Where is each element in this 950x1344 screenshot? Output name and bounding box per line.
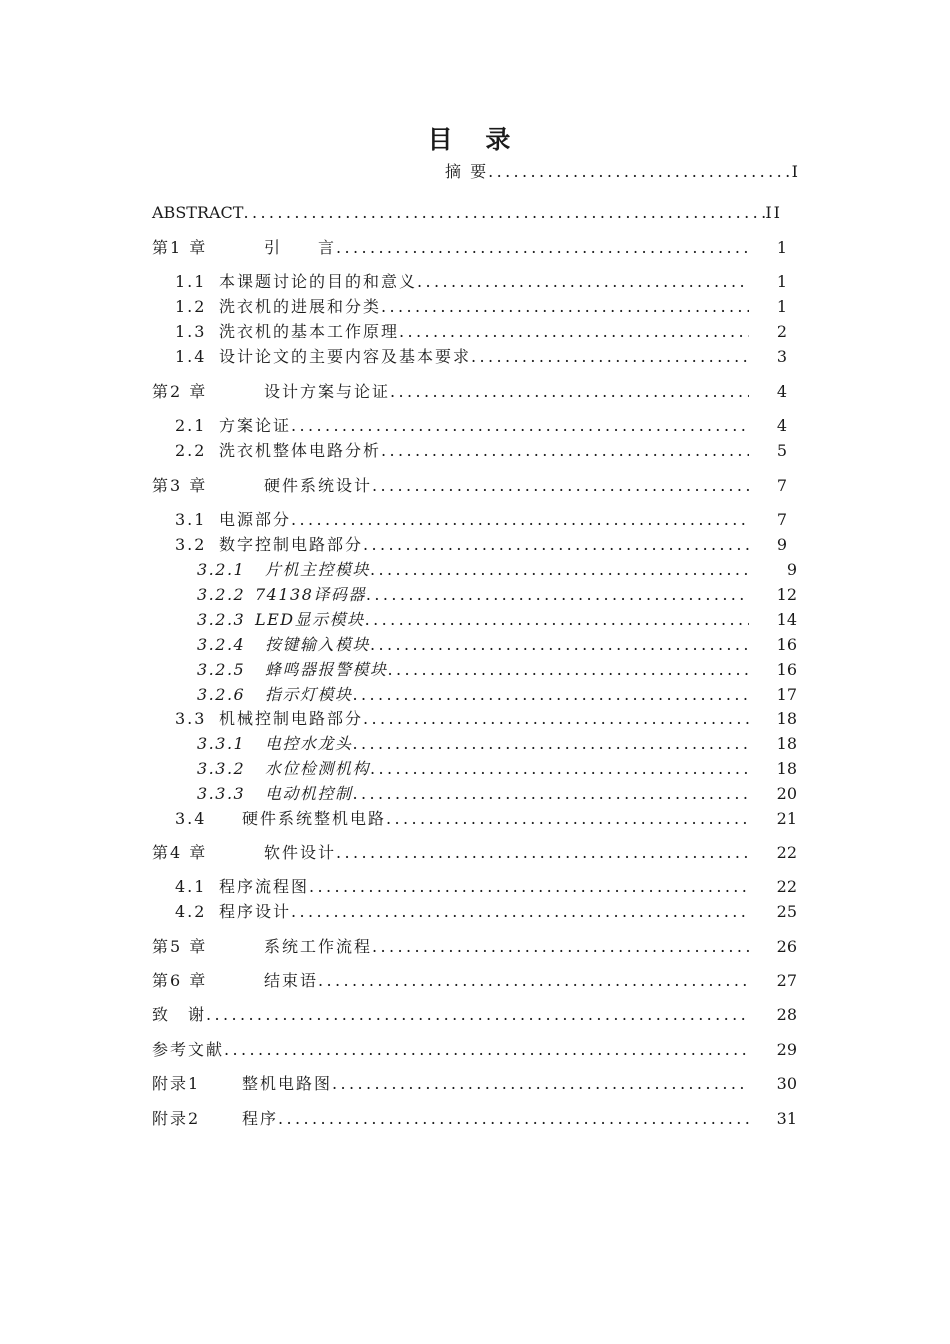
- toc-entry-number: 1.4: [175, 347, 207, 366]
- toc-page-number: 29: [776, 1040, 797, 1059]
- toc-entry-chapter-4[interactable]: [152, 842, 797, 864]
- toc-entry-number: 附录1: [152, 1074, 201, 1093]
- toc-entry-text: 系统工作流程: [264, 937, 373, 956]
- toc-page-number: 26: [776, 937, 797, 956]
- toc-page-number: 4: [776, 416, 787, 435]
- toc-leader-dots: [291, 901, 749, 923]
- toc-entry-subsection[interactable]: [197, 584, 797, 606]
- toc-entry-abstract-cn[interactable]: [445, 161, 798, 183]
- toc-entry-subsection[interactable]: [197, 559, 797, 581]
- toc-page-number: 2: [776, 322, 787, 341]
- toc-entry-number: 第4 章: [152, 843, 208, 862]
- toc-entry-number: 2.2: [175, 441, 207, 460]
- toc-leader-dots: [336, 842, 749, 864]
- toc-entry-section[interactable]: [175, 534, 787, 556]
- toc-entry-text: 洗衣机整体电路分析: [219, 441, 382, 460]
- toc-entry-section[interactable]: [175, 415, 787, 437]
- toc-entry-subsection[interactable]: [197, 609, 797, 631]
- toc-entry-number: 3.2.5: [197, 660, 246, 679]
- toc-leader-dots: [370, 634, 749, 656]
- toc-entry-text: 电控水龙头: [265, 734, 353, 753]
- toc-entry-text: 本课题讨论的目的和意义: [219, 272, 418, 291]
- toc-entry-text: ABSTRACT: [152, 203, 244, 222]
- toc-leader-dots: [388, 659, 749, 681]
- toc-entry-acknowledgements[interactable]: [152, 1004, 797, 1026]
- toc-entry-text: 水位检测机构: [265, 759, 371, 778]
- toc-entry-section[interactable]: [175, 321, 787, 343]
- toc-entry-section[interactable]: [175, 346, 787, 368]
- toc-leader-dots: [336, 237, 749, 259]
- toc-entry-text: 程序流程图: [219, 877, 310, 896]
- toc-page-number: 1: [776, 297, 787, 316]
- toc-entry-text: 电动机控制: [265, 784, 353, 803]
- toc-entry-subsection[interactable]: [197, 783, 797, 805]
- toc-entry-text: 摘 要: [445, 162, 489, 181]
- toc-entry-text: 机械控制电路部分: [219, 709, 364, 728]
- toc-entry-subsection[interactable]: [197, 634, 797, 656]
- toc-leader-dots: [291, 415, 749, 437]
- toc-entry-section[interactable]: [175, 296, 787, 318]
- toc-leader-dots: [332, 1073, 749, 1095]
- toc-page-number: 5: [776, 441, 787, 460]
- toc-entry-text: 片机主控模块: [265, 560, 371, 579]
- toc-entry-number: 3.2.1: [197, 560, 246, 579]
- toc-entry-number: 3.2.3: [197, 610, 246, 629]
- toc-entry-number: 3.2.4: [197, 635, 246, 654]
- toc-entry-text: 参考文献: [152, 1040, 225, 1059]
- toc-leader-dots: [363, 708, 749, 730]
- toc-entry-number: 4.1: [175, 877, 207, 896]
- toc-leader-dots: [363, 534, 749, 556]
- toc-page-number: II: [765, 203, 782, 222]
- toc-page-number: 31: [776, 1109, 797, 1128]
- toc-leader-dots: [318, 970, 749, 992]
- toc-page-number: 9: [786, 560, 797, 579]
- toc-leader-dots: [372, 936, 749, 958]
- toc-page-number: 12: [776, 585, 797, 604]
- toc-page-number: 7: [776, 510, 787, 529]
- toc-entry-text: 致 谢: [152, 1005, 207, 1024]
- toc-page-number: 9: [776, 535, 787, 554]
- toc-leader-dots: [353, 733, 749, 755]
- toc-entry-text: 洗衣机的基本工作原理: [219, 322, 400, 341]
- toc-title: 目 录: [427, 125, 523, 154]
- toc-entry-number: 附录2: [152, 1109, 201, 1128]
- toc-entry-number: 第2 章: [152, 382, 208, 401]
- toc-entry-text: 程序设计: [219, 902, 292, 921]
- toc-leader-dots: [372, 475, 749, 497]
- toc-leader-dots: [206, 1004, 749, 1026]
- toc-page-number: 22: [776, 843, 797, 862]
- toc-entry-number: 4.2: [175, 902, 207, 921]
- toc-entry-section[interactable]: [175, 808, 797, 830]
- toc-entry-subsection[interactable]: [197, 659, 797, 681]
- toc-page-number: 30: [776, 1074, 797, 1093]
- toc-entry-section[interactable]: [175, 271, 787, 293]
- toc-entry-number: 第1 章: [152, 238, 208, 257]
- toc-entry-number: 3.3.2: [197, 759, 246, 778]
- toc-entry-number: 3.3: [175, 709, 207, 728]
- toc-leader-dots: [390, 381, 749, 403]
- toc-entry-text: 结束语: [264, 971, 319, 990]
- toc-page-number: 20: [776, 784, 797, 803]
- toc-entry-text: 软件设计: [264, 843, 337, 862]
- toc-entry-section[interactable]: [175, 509, 787, 531]
- toc-entry-chapter-6[interactable]: [152, 970, 797, 992]
- toc-page-number: 16: [776, 635, 797, 654]
- toc-page-number: 22: [776, 877, 797, 896]
- toc-entry-text: 方案论证: [219, 416, 292, 435]
- toc-entry-text: 整机电路图: [242, 1074, 333, 1093]
- toc-entry-number: 3.1: [175, 510, 207, 529]
- toc-page-number: 21: [776, 809, 797, 828]
- toc-page-number: 14: [776, 610, 797, 629]
- toc-entry-number: 第5 章: [152, 937, 208, 956]
- toc-page-number: 7: [776, 476, 787, 495]
- toc-page-number: 27: [776, 971, 797, 990]
- toc-leader-dots: [381, 440, 749, 462]
- toc-entry-number: 1.2: [175, 297, 207, 316]
- toc-entry-text: 按键输入模块: [265, 635, 371, 654]
- toc-page-number: 1: [776, 238, 787, 257]
- toc-leader-dots: [309, 876, 749, 898]
- toc-entry-number: 3.2.6: [197, 685, 246, 704]
- toc-entry-number: 1.3: [175, 322, 207, 341]
- toc-leader-dots: [291, 509, 749, 531]
- toc-leader-dots: [365, 609, 749, 631]
- toc-entry-text: 蜂鸣器报警模块: [265, 660, 388, 679]
- toc-entry-text: 74138译码器: [255, 585, 366, 604]
- toc-page-number: 28: [776, 1005, 797, 1024]
- toc-leader-dots: [243, 202, 765, 224]
- toc-page-number: 25: [776, 902, 797, 921]
- toc-entry-appendix-1[interactable]: [152, 1073, 797, 1095]
- toc-entry-chapter-2[interactable]: [152, 381, 787, 403]
- toc-entry-chapter-3[interactable]: [152, 475, 787, 497]
- toc-leader-dots: [366, 584, 749, 606]
- toc-leader-dots: [488, 161, 792, 183]
- toc-page-number: 4: [776, 382, 787, 401]
- toc-entry-number: 第6 章: [152, 971, 208, 990]
- toc-entry-text: 洗衣机的进展和分类: [219, 297, 382, 316]
- toc-entry-number: 3.3.3: [197, 784, 246, 803]
- toc-leader-dots: [471, 346, 749, 368]
- toc-page-number: 16: [776, 660, 797, 679]
- toc-entry-number: 2.1: [175, 416, 207, 435]
- toc-entry-number: 第3 章: [152, 476, 208, 495]
- toc-page-number: 17: [776, 685, 797, 704]
- toc-entry-abstract-en[interactable]: [152, 202, 782, 224]
- toc-entry-text: 引 言: [264, 238, 337, 257]
- toc-entry-number: 3.2: [175, 535, 207, 554]
- toc-leader-dots: [417, 271, 749, 293]
- toc-entry-text: 程序: [242, 1109, 279, 1128]
- toc-entry-chapter-1[interactable]: [152, 237, 787, 259]
- toc-page-number: 18: [776, 759, 797, 778]
- toc-entry-number: 3.2.2: [197, 585, 246, 604]
- toc-entry-number: 1.1: [175, 272, 207, 291]
- toc-entry-text: LED显示模块: [255, 610, 365, 629]
- toc-entry-text: 数字控制电路部分: [219, 535, 364, 554]
- toc-entry-text: 硬件系统整机电路: [242, 809, 387, 828]
- toc-page-number: 1: [776, 272, 787, 291]
- toc-page-number: 3: [776, 347, 787, 366]
- toc-leader-dots: [353, 684, 749, 706]
- toc-page-number: I: [791, 162, 798, 181]
- toc-entry-section[interactable]: [175, 876, 797, 898]
- toc-entry-text: 电源部分: [219, 510, 292, 529]
- toc-entry-chapter-5[interactable]: [152, 936, 797, 958]
- toc-entry-references[interactable]: [152, 1039, 797, 1061]
- toc-entry-section[interactable]: [175, 440, 787, 462]
- toc-leader-dots: [224, 1039, 749, 1061]
- toc-leader-dots: [278, 1108, 749, 1130]
- toc-entry-section[interactable]: [175, 901, 797, 923]
- toc-leader-dots: [353, 783, 749, 805]
- toc-leader-dots: [381, 296, 749, 318]
- toc-entry-text: 设计方案与论证: [264, 382, 391, 401]
- toc-entry-number: 3.3.1: [197, 734, 246, 753]
- toc-entry-subsection[interactable]: [197, 733, 797, 755]
- toc-entry-text: 设计论文的主要内容及基本要求: [219, 347, 472, 366]
- toc-entry-text: 指示灯模块: [265, 685, 353, 704]
- toc-page-number: 18: [776, 734, 797, 753]
- toc-leader-dots: [370, 758, 749, 780]
- toc-entry-section[interactable]: [175, 708, 797, 730]
- toc-page-number: 18: [776, 709, 797, 728]
- toc-entry-number: 3.4: [175, 809, 207, 828]
- toc-entry-subsection[interactable]: [197, 758, 797, 780]
- toc-leader-dots: [386, 808, 749, 830]
- toc-entry-text: 硬件系统设计: [264, 476, 373, 495]
- toc-entry-subsection[interactable]: [197, 684, 797, 706]
- toc-leader-dots: [370, 559, 749, 581]
- toc-entry-appendix-2[interactable]: [152, 1108, 797, 1130]
- toc-leader-dots: [399, 321, 749, 343]
